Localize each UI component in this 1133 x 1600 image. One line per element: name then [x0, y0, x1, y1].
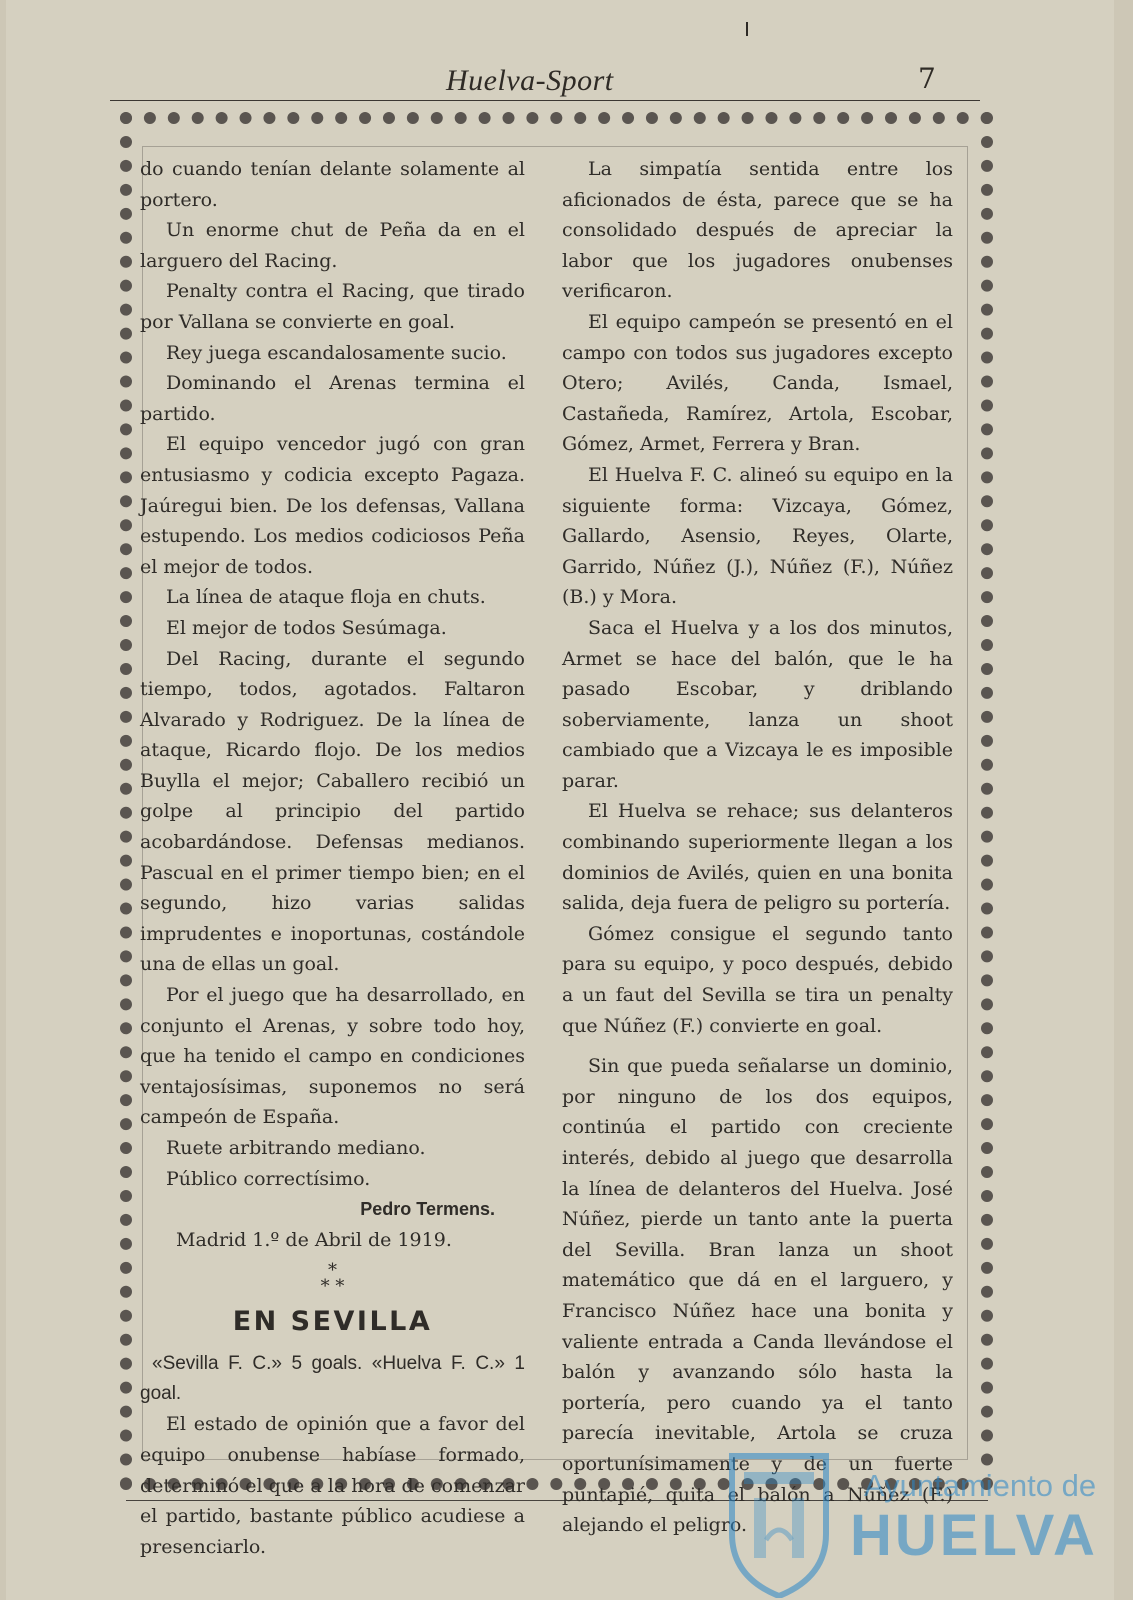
paragraph: Por el juego que ha desarrollado, en conjunto el Arenas, y sobre todo hoy, que ha tenido el campo en condiciones ventajosísimas, suponemos no será campeón de España.	[140, 984, 525, 1129]
paragraph: do cuando tenían delante solamente al portero.	[140, 158, 525, 211]
paragraph: Ruete arbitrando mediano.	[166, 1137, 426, 1159]
watermark-text-top: Ayuntamiento de	[864, 1468, 1097, 1503]
paragraph: La línea de ataque floja en chuts.	[166, 586, 486, 609]
paragraph: El equipo vencedor jugó con gran entusiasmo y codicia excepto Pagaza. Jaúregui bien. De los defensas, Vallana estupendo. Los medios codiciosos Peña el mejor de todos.	[140, 433, 525, 578]
paragraph: El equipo campeón se presentó en el campo con todos sus jugadores excepto Otero; Avilés, Canda, Ismael, Castañeda, Ramírez, Artola, Escobar, Gómez, Armet, Ferrera y Bran.	[562, 310, 953, 456]
paragraph: Un enorme chut de Peña da en el larguero del Racing.	[140, 219, 525, 272]
paragraph: Rey juega escandalosamente sucio.	[166, 341, 507, 364]
top-mark	[746, 22, 748, 36]
paragraph: La simpatía sentida entre los aficionados de ésta, parece que se ha consolidado después de apreciar la labor que los jugadores onubenses verificaron.	[562, 158, 953, 303]
match-score: «Sevilla F. C.» 5 goals. «Huelva F. C.» 1 goal.	[140, 1353, 525, 1405]
paragraph: Penalty contra el Racing, que tirado por Vallana se convierte en goal.	[140, 280, 525, 333]
archive-watermark	[714, 1450, 1114, 1600]
page	[6, 0, 1114, 1600]
author-signature: Pedro Termens.	[360, 1199, 495, 1220]
paragraph: Sin que pueda señalarse un dominio, por ninguno de los dos equipos, continúa el partido con creciente interés, debido al juego que desarrolla la línea de delanteros del Huelva. José Núñez, pierde un tanto ante la puerta del Sevilla. Bran lanza un shoot matemático que dá en el larguero, y Francisco Núñez hace una bonita y valiente entrada a Canda llevándose el balón y avanzando sólo hasta la portería, pero cuando ya el tanto parecía inevitable, Artola se cruza oportunísimamente y de un fuerte puntapié, quita el balón a Núñez (F.) alejando el peligro.	[562, 1055, 953, 1537]
paragraph: El estado de opinión que a favor del equipo onubense habíase formado, determinó el que a la hora de comenzar el partido, bastante público acudiese a presenciarlo.	[140, 1413, 525, 1558]
header-rule	[110, 100, 980, 101]
paragraph: Público correctísimo.	[166, 1167, 371, 1190]
section-heading: EN SEVILLA	[232, 1306, 433, 1338]
paragraph: El Huelva F. C. alineó su equipo en la siguiente forma: Vizcaya, Gómez, Gallardo, Asensio, Reyes, Olarte, Garrido, Núñez (J.), Núñez (F.), Núñez (B.) y Mora.	[562, 463, 953, 609]
paragraph: Saca el Huelva y a los dos minutos, Armet se hace del balón, que le ha pasado Escobar, y driblando soberviamente, lanza un shoot cambiado que a Vizcaya le es imposible parar.	[562, 616, 953, 792]
asterism-bottom: * *	[320, 1276, 345, 1298]
paragraph: Del Racing, durante el segundo tiempo, todos, agotados. Faltaron Alvarado y Rodriguez. De la línea de ataque, Ricardo flojo. De los medios Buylla el mejor; Caballero recibió un golpe al principio del partido acobardándose. Defensas medianos. Pascual en el primer tiempo bien; en el segundo, hizo varias salidas imprudentes e inoportunas, costándole una de ellas un goal.	[140, 647, 525, 976]
asterism-top: *	[328, 1260, 337, 1282]
asterism-divider	[140, 1260, 525, 1298]
right-column	[562, 154, 953, 1541]
magazine-title: Huelva-Sport	[446, 64, 614, 97]
watermark-text-main: HUELVA	[850, 1503, 1098, 1568]
page-number: 7	[918, 62, 936, 95]
paragraph: Dominando el Arenas termina el partido.	[140, 372, 525, 425]
coat-of-arms-icon	[724, 1450, 834, 1598]
paragraph: El Huelva se rehace; sus delanteros combinando superiormente llegan a los dominios de Avilés, quien en una bonita salida, deja fuera de peligro su portería.	[562, 800, 953, 915]
left-column	[140, 154, 525, 1562]
paragraph: El mejor de todos Sesúmaga.	[166, 616, 447, 639]
paragraph: Gómez consigue el segundo tanto para su equipo, y poco después, debido a un faut del Sevilla se tira un penalty que Núñez (F.) convierte en goal.	[562, 922, 953, 1037]
dateline: Madrid 1.º de Abril de 1919.	[176, 1228, 452, 1251]
